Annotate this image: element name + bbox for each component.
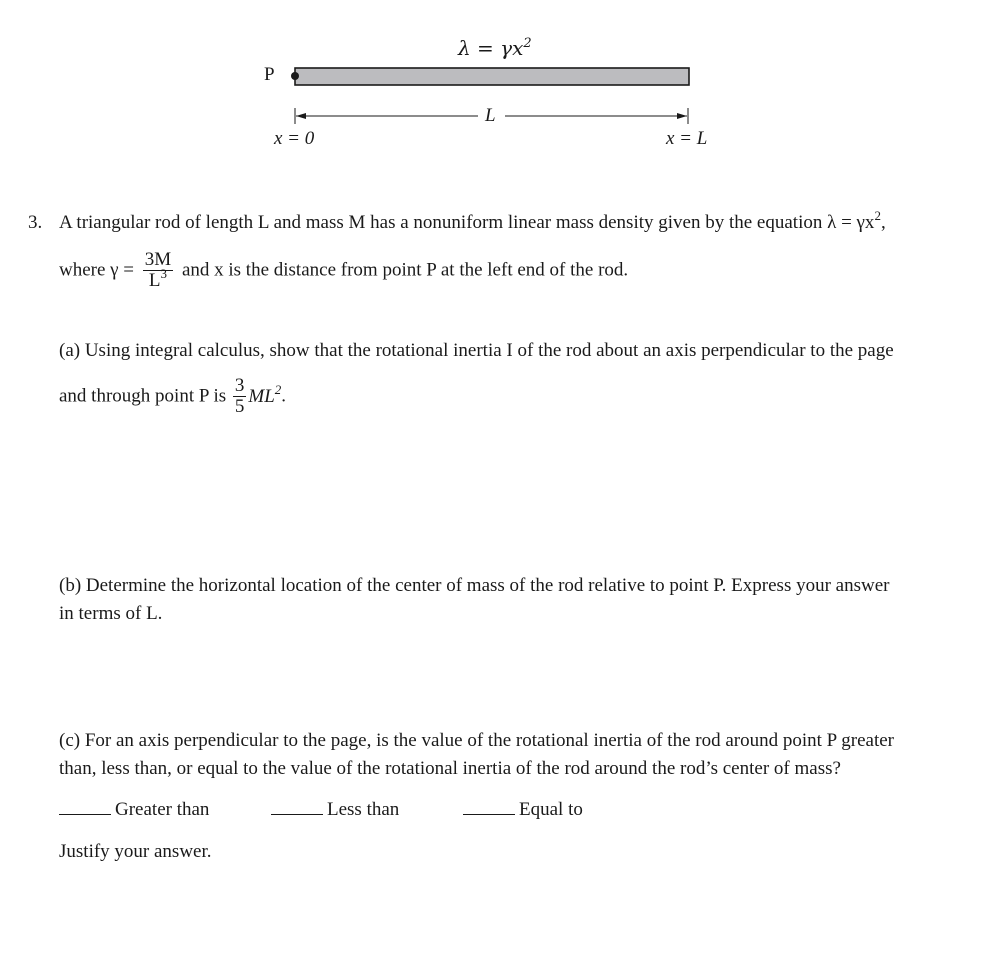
- length-label: L: [485, 105, 496, 126]
- part-a-line1: (a) Using integral calculus, show that the rotational inertia I of the rod about an axis perpendicular to the page: [59, 340, 894, 361]
- question-stem-line1: A triangular rod of length L and mass M has a nonuniform linear mass density given by the equation $\lambda = \gamma x^2$,: [59, 208, 886, 233]
- pivot-point-p: [291, 72, 299, 80]
- part-c-line2: than, less than, or equal to the value of the rotational inertia of the rod around the rod’s center of mass?: [59, 758, 841, 779]
- part-c-line1: (c) For an axis perpendicular to the page, is the value of the rotational inertia of the rod around point P greater: [59, 730, 895, 751]
- density-label: $\lambda = \gamma x^2$: [458, 36, 532, 60]
- option-greater-than[interactable]: Greater than: [59, 796, 209, 824]
- option-less-than[interactable]: Less than: [271, 796, 399, 824]
- answer-blank[interactable]: [463, 800, 515, 815]
- dim-arrow-right: [677, 113, 687, 119]
- point-p-label: P: [264, 64, 275, 85]
- dim-arrow-left: [296, 113, 306, 119]
- part-b-line1: (b) Determine the horizontal location of the center of mass of the rod relative to point P. Express your answer: [59, 575, 890, 596]
- part-b-line2: in terms of L.: [59, 603, 163, 624]
- part-a-line2: and through point P is $\frac{3}{5}$ $ML^2$.: [59, 375, 287, 417]
- xl-label: x = L: [666, 128, 708, 149]
- rod: [295, 68, 689, 85]
- three-fifths-fraction: $\frac{3}{5}$: [234, 375, 245, 417]
- rod-svg: [0, 0, 1000, 170]
- justify-prompt: Justify your answer.: [59, 841, 212, 862]
- option-equal-to[interactable]: Equal to: [463, 796, 583, 824]
- question-number: 3.: [28, 212, 43, 233]
- gamma-fraction: $\frac{3M}{L^3}$: [144, 249, 172, 291]
- answer-blank[interactable]: [271, 800, 323, 815]
- question-stem-line2: where γ = $\frac{3M}{L^3}$ and x is the distance from point P at the left end of the rod.: [59, 249, 629, 291]
- rod-diagram: [0, 0, 1000, 170]
- x0-label: x = 0: [274, 128, 315, 149]
- answer-blank[interactable]: [59, 800, 111, 815]
